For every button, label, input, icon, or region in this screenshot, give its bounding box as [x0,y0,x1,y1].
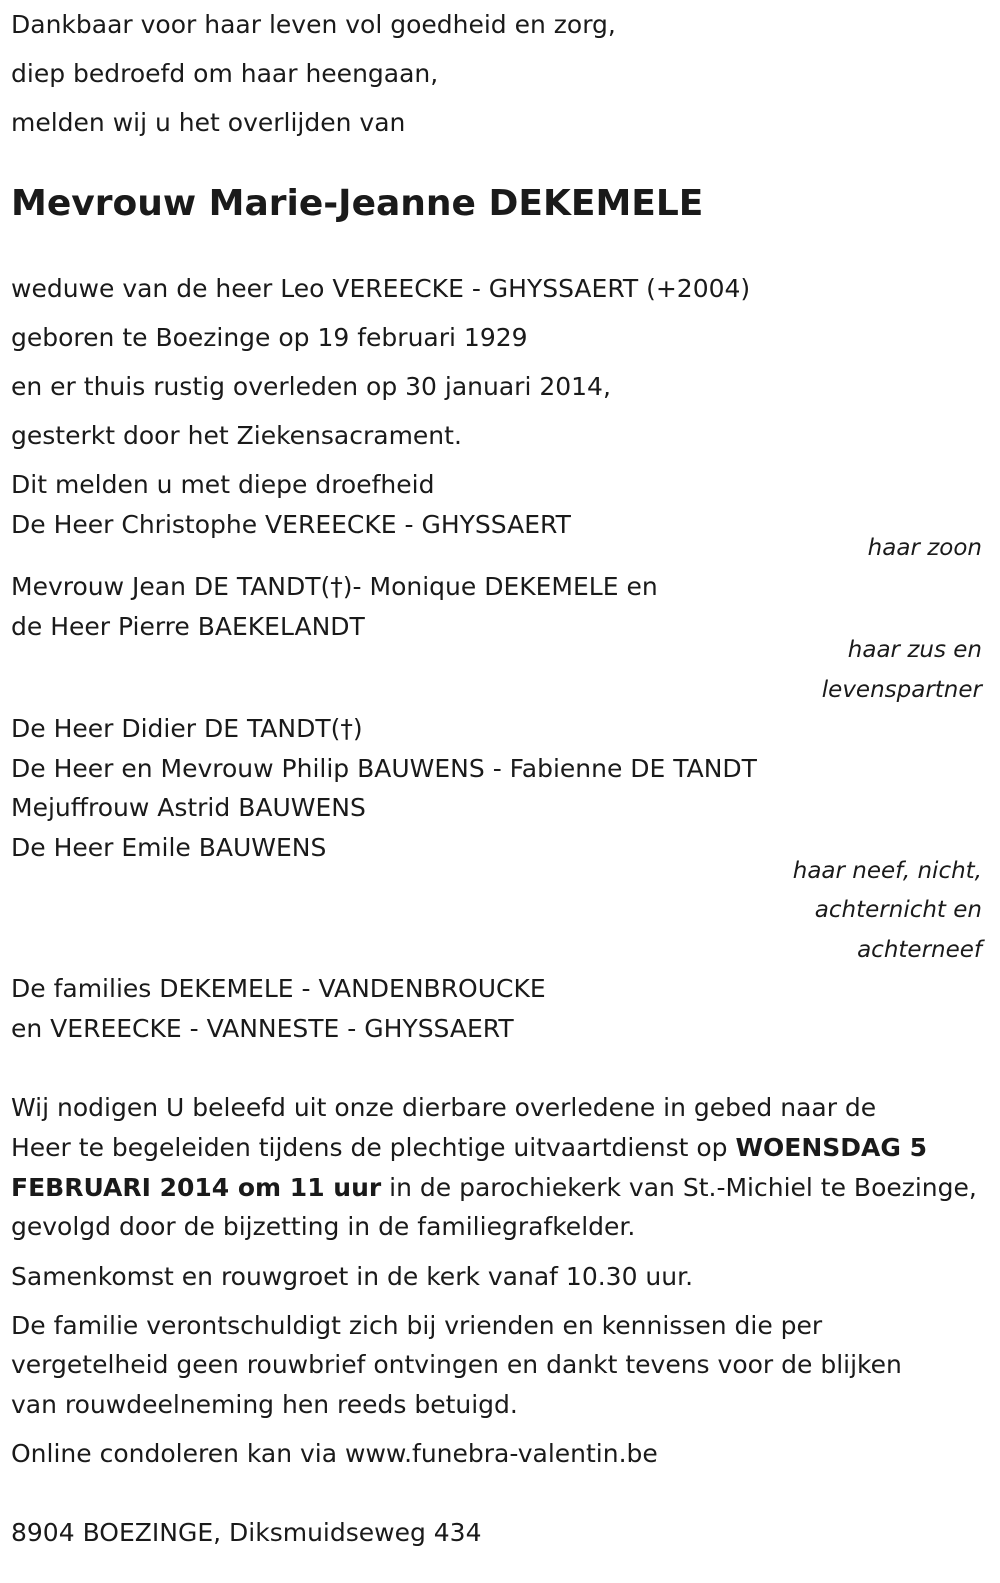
invitation-line-3 [11,1173,977,1203]
intro-line-2: diep bedroefd om haar heengaan, [11,59,439,88]
detail-born: geboren te Boezinge op 19 februari 1929 [11,323,528,352]
invitation-line-2 [11,1133,927,1163]
invitation-line-3-text: in de parochiekerk van St.-Michiel te Boezinge, [381,1173,977,1202]
nephew-name-1: De Heer Didier DE TANDT(†) [11,714,363,743]
sister-name-2: de Heer Pierre BAEKELANDT [11,612,365,641]
address: 8904 BOEZINGE, Diksmuidseweg 434 [11,1518,482,1547]
detail-widow: weduwe van de heer Leo VEREECKE - GHYSSAERT (+2004) [11,274,751,303]
nephew-relation-3: achterneef [857,937,982,963]
families-line-2: en VEREECKE - VANNESTE - GHYSSAERT [11,1014,514,1043]
detail-sacrament: gesterkt door het Ziekensacrament. [11,421,462,450]
intro-line-1: Dankbaar voor haar leven vol goedheid en zorg, [11,10,616,39]
intro-line-3: melden wij u het overlijden van [11,108,406,137]
apology-line-1: De familie verontschuldigt zich bij vrienden en kennissen die per [11,1311,823,1340]
funeral-day: WOENSDAG 5 [735,1133,928,1162]
online-condolence: Online condoleren kan via www.funebra-valentin.be [11,1439,658,1468]
deceased-name: Mevrouw Marie-Jeanne DEKEMELE [11,183,704,224]
sister-relation-2: levenspartner [821,677,982,703]
nephew-relation-2: achternicht en [814,897,982,923]
invitation-line-1: Wij nodigen U beleefd uit onze dierbare overledene in gebed naar de [11,1093,877,1122]
invitation-line-2-text: Heer te begeleiden tijdens de plechtige uitvaartdienst op [11,1133,736,1162]
invitation-line-4: gevolgd door de bijzetting in de familiegrafkelder. [11,1212,636,1241]
nephew-relation-1: haar neef, nicht, [792,858,982,884]
nephew-name-4: De Heer Emile BAUWENS [11,833,327,862]
families-line-1: De families DEKEMELE - VANDENBROUCKE [11,974,546,1003]
nephew-name-2: De Heer en Mevrouw Philip BAUWENS - Fabienne DE TANDT [11,754,757,783]
son-relation: haar zoon [867,535,982,561]
funeral-date-time: FEBRUARI 2014 om 11 uur [11,1173,382,1202]
son-name: De Heer Christophe VEREECKE - GHYSSAERT [11,510,571,539]
detail-announce: Dit melden u met diepe droefheid [11,470,435,499]
apology-line-3: van rouwdeelneming hen reeds betuigd. [11,1390,518,1419]
apology-line-2: vergetelheid geen rouwbrief ontvingen en dankt tevens voor de blijken [11,1350,902,1379]
detail-died: en er thuis rustig overleden op 30 januari 2014, [11,372,611,401]
sister-relation-1: haar zus en [847,637,982,663]
gathering-line: Samenkomst en rouwgroet in de kerk vanaf 10.30 uur. [11,1262,694,1291]
nephew-name-3: Mejuffrouw Astrid BAUWENS [11,793,366,822]
sister-name-1: Mevrouw Jean DE TANDT(†)- Monique DEKEMELE en [11,572,658,601]
